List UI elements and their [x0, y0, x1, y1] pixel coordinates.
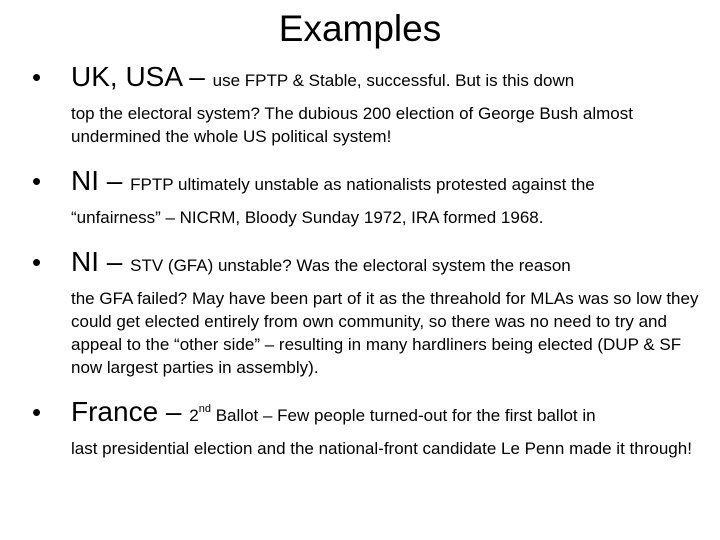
bullet-lead: UK, USA –: [71, 61, 213, 92]
bullet-body: last presidential election and the national-front candidate Le Penn made it through!: [71, 439, 692, 458]
bullet-marker: •: [32, 247, 42, 277]
bullet-body: top the electoral system? The dubious 200 election of George Bush almost undermined the whole US political system!: [71, 104, 633, 146]
bullet-first-line: [71, 160, 702, 207]
bullet-marker: •: [32, 166, 42, 196]
bullet-lead-text: Ballot – Few people turned-out for the first ballot in: [211, 406, 596, 425]
bullet-lead-text: use FPTP & Stable, successful. But is this down: [212, 71, 575, 90]
bullet-body: the GFA failed? May have been part of it as the threahold for MLAs was so low they could get elected entirely from own community, so there was no need to try and appeal to the “other side” – resulting in many hardliners being elected (DUP & SF now largest parties in assembly).: [71, 289, 699, 377]
bullet-lead-text: FPTP ultimately unstable as nationalists protested against the: [130, 175, 595, 194]
bullet-first-line: [71, 391, 702, 438]
slide-title: Examples: [278, 8, 442, 49]
bullet-lead: NI –: [71, 165, 131, 196]
bullet-marker: •: [32, 62, 42, 92]
bullet-lead-number: 2: [189, 406, 199, 425]
bullet-body: “unfairness” – NICRM, Bloody Sunday 1972, IRA formed 1968.: [71, 208, 544, 227]
bullet-uk-usa: [32, 56, 702, 148]
bullet-list: [32, 56, 702, 472]
bullet-ni-stv: [32, 241, 702, 379]
ordinal-suffix: nd: [198, 403, 211, 415]
bullet-lead: France –: [71, 396, 190, 427]
bullet-first-line: [71, 56, 702, 103]
bullet-marker: •: [32, 397, 42, 427]
bullet-lead-text: STV (GFA) unstable? Was the electoral system the reason: [130, 256, 571, 275]
bullet-lead: NI –: [71, 246, 131, 277]
bullet-france: [32, 391, 702, 460]
bullet-ni-fptp: [32, 160, 702, 229]
bullet-first-line: [71, 241, 702, 288]
